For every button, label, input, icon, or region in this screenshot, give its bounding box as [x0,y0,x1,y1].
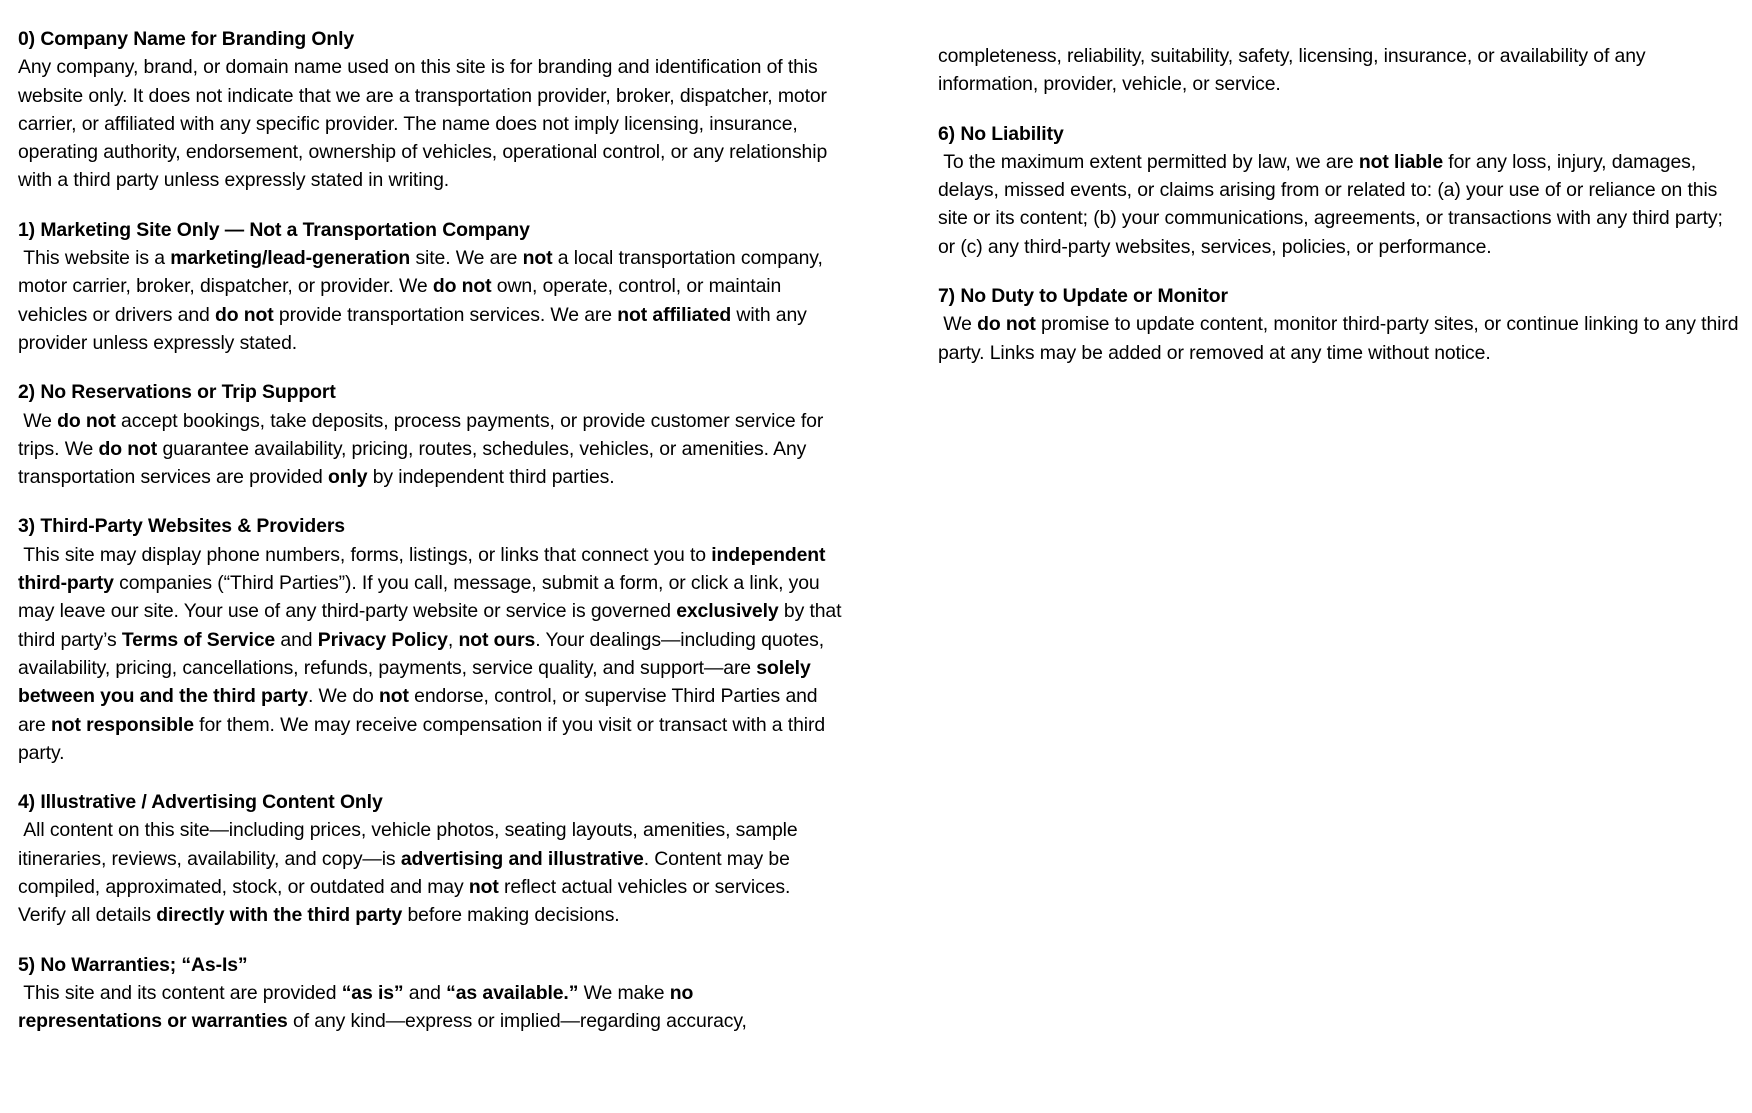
right-column [938,42,1742,388]
section-company-name-branding [18,25,842,195]
body-text: a local transportation company, motor carrier, broker, dispatcher, or provider. We [18,247,829,298]
body-text: This website is a [18,247,171,270]
section-no-warranties [18,951,842,1036]
emphasis-text: not ours [458,628,536,651]
body-text: before making decisions. [402,904,620,927]
emphasis-text: Terms of Service [121,628,276,651]
emphasis-text: advertising and illustrative [400,847,644,870]
body-text: . Your dealings—including quotes, availability, pricing, cancellations, refunds, payments, service quality, and support—are [18,628,830,679]
body-text: endorse, control, or supervise Third Parties and are [18,685,823,736]
body-text: companies (“Third Parties”). If you call, message, submit a form, or click a link, you may leave our site. Your use of any third-party website or service is governed [18,572,825,623]
section-no-reservations [18,378,842,491]
body-text: by independent third parties. [367,466,615,489]
body-text: . We do [307,685,380,708]
emphasis-text: “as is” [341,981,404,1004]
emphasis-text: do not [57,409,116,432]
emphasis-text: marketing/lead-generation [170,247,411,270]
body-text: This site may display phone numbers, forms, listings, or links that connect you to [18,543,712,566]
body-text: with any provider unless expressly stated. [18,303,813,354]
emphasis-text: exclusively [676,600,779,623]
body-text: own, operate, control, or maintain vehicles or drivers and [18,275,787,326]
emphasis-text: do not [977,313,1036,336]
body-text: reflect actual vehicles or services. Verify all details [18,876,796,927]
section-no-liability [938,120,1742,261]
body-text: All content on this site—including prices, vehicle photos, seating layouts, amenities, sample itineraries, reviews, availability, and copy—is [18,819,803,870]
body-text: provide transportation services. We are [273,303,618,326]
emphasis-text: not [468,876,499,899]
section-heading: 7) No Duty to Update or Monitor [938,285,1228,308]
body-text: for them. We may receive compensation if you visit or transact with a third party. [18,713,831,764]
section-marketing-site-only [18,216,842,357]
body-text: We [18,409,58,432]
body-text: , [447,628,459,651]
section-no-warranties-continued [938,42,1742,99]
emphasis-text: not [379,685,409,708]
body-text: of any kind—express or implied—regarding accuracy, [287,1010,747,1033]
body-text: . Content may be compiled, approximated, stock, or outdated and may [18,847,796,899]
emphasis-text: independent third-party [18,543,831,595]
emphasis-text: solely between you and the third party [18,656,816,708]
section-heading: 2) No Reservations or Trip Support [18,381,336,404]
emphasis-text: not affiliated [617,303,732,326]
body-text: promise to update content, monitor third-party sites, or continue linking to any third party. Links may be added or removed at any time without notice. [938,313,1744,364]
section-heading: 4) Illustrative / Advertising Content Only [18,791,383,814]
emphasis-text: do not [214,303,274,326]
emphasis-text: do not [432,275,492,298]
emphasis-text: do not [98,437,158,460]
emphasis-text: “as available.” [446,981,579,1004]
body-text: and [403,981,447,1004]
body-text: This site and its content are provided [18,981,342,1004]
section-heading: 3) Third-Party Websites & Providers [18,515,345,538]
emphasis-text: not [522,247,553,270]
section-heading: 6) No Liability [938,122,1064,145]
emphasis-text: no representations or warranties [18,981,699,1033]
body-text: by that third party’s [18,600,847,651]
section-third-party-websites [18,512,847,767]
body-text: for any loss, injury, damages, delays, missed events, or claims arising from or related to: (a) your use of or reliance on this site or its content; (b) your communications, agreements, or transactions with any third party; or (c) any third-party websites, services, policies, or performance. [938,150,1729,258]
section-no-duty-update [938,282,1742,367]
section-heading: 1) Marketing Site Only — Not a Transportation Company [18,218,530,241]
body-text: guarantee availability, pricing, routes, schedules, vehicles, or amenities. Any transportation services are provided [18,437,812,489]
body-text: completeness, reliability, suitability, safety, licensing, insurance, or availability of any information, provider, vehicle, or service. [938,45,1651,96]
body-text: site. We are [410,247,523,270]
emphasis-text: not responsible [51,713,194,736]
body-text: To the maximum extent permitted by law, we are [938,150,1359,173]
section-heading: 5) No Warranties; “As-Is” [18,953,248,976]
body-text: We make [578,981,670,1004]
body-text: accept bookings, take deposits, process payments, or provide customer service for trips. We [18,409,829,460]
section-heading: 0) Company Name for Branding Only [18,28,355,50]
section-illustrative-content [18,788,842,929]
body-text: and [275,628,318,651]
emphasis-text: Privacy Policy [317,628,448,651]
emphasis-text: only [327,466,368,489]
left-column [18,25,847,1057]
emphasis-text: directly with the third party [156,904,403,927]
body-text: We [938,313,978,336]
emphasis-text: not liable [1358,150,1444,173]
body-text: Any company, brand, or domain name used on this site is for branding and identification of this website only. It does not indicate that we are a transportation provider, broker, dispatcher, motor carrier, or affiliated with any specific provider. The name does not imply licensing, insurance, operating authority, endorsement, ownership of vehicles, operational control, or any relationship with a third party unless expressly stated in writing. [18,56,833,192]
